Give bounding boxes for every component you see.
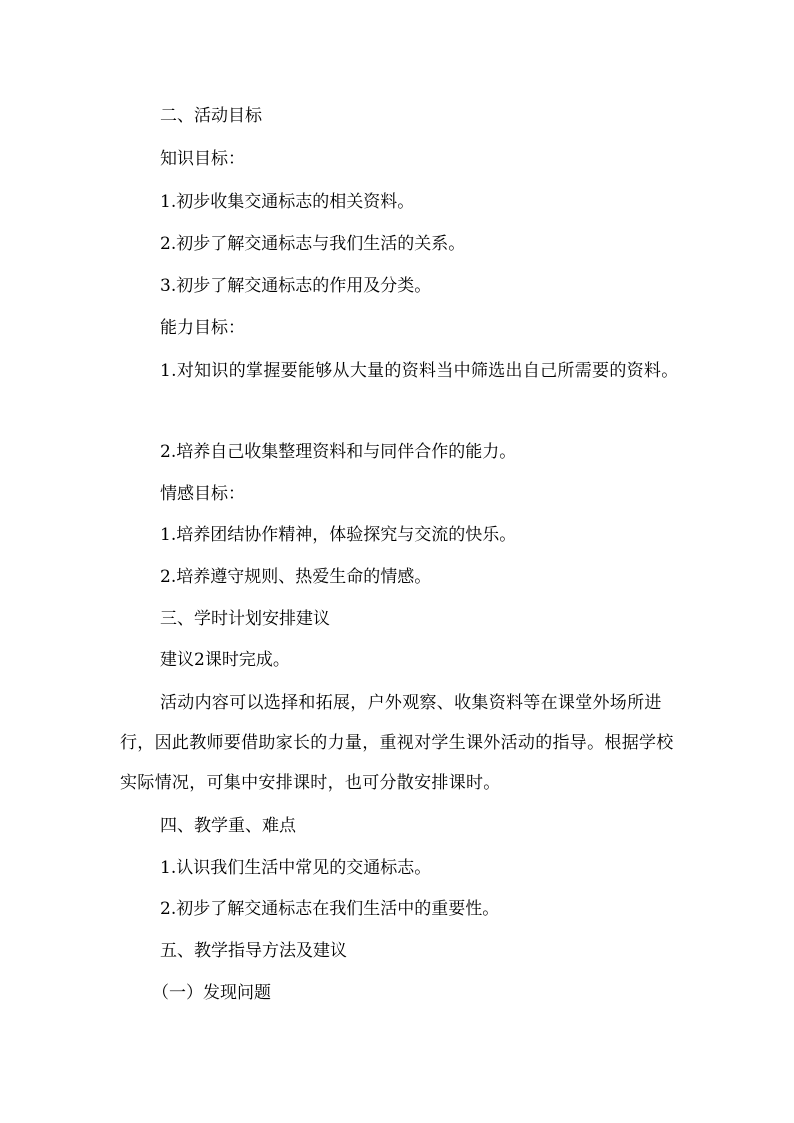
paragraph-suggestion: 建议2课时完成。 — [160, 650, 290, 670]
subheading-knowledge-goals: 知识目标： — [160, 149, 245, 169]
list-item: 1.培养团结协作精神，体验探究与交流的快乐。 — [160, 525, 517, 545]
list-item: 1.初步收集交通标志的相关资料。 — [160, 192, 415, 212]
list-item: 2.培养自己收集整理资料和与同伴合作的能力。 — [160, 442, 517, 462]
paragraph-activity-content: 活动内容可以选择和拓展，户外观察、收集资料等在课堂外场所进行，因此教师要借助家长的力量，重视对学生课外活动的指导。根据学校实际情况，可集中安排课时，也可分散安排课时。 — [120, 693, 674, 793]
paragraph-ability-item-1: 1.对知识的掌握要能够从大量的资料当中筛选出自己所需要的资料。 — [160, 361, 679, 381]
list-item: 1.认识我们生活中常见的交通标志。 — [160, 858, 432, 878]
section-heading-activity-goals: 二、活动目标 — [160, 106, 262, 126]
list-item: 3.初步了解交通标志的作用及分类。 — [160, 276, 432, 296]
subheading-ability-goals: 能力目标： — [160, 318, 245, 338]
section-heading-key-points: 四、教学重、难点 — [160, 816, 296, 836]
section-heading-teaching-methods: 五、教学指导方法及建议 — [160, 941, 347, 961]
list-item: 2.初步了解交通标志在我们生活中的重要性。 — [160, 899, 500, 919]
subheading-find-problems: （一）发现问题 — [152, 983, 271, 1003]
section-heading-schedule: 三、学时计划安排建议 — [160, 609, 330, 629]
list-item: 2.初步了解交通标志与我们生活的关系。 — [160, 234, 466, 254]
subheading-emotion-goals: 情感目标： — [160, 484, 245, 504]
list-item: 2.培养遵守规则、热爱生命的情感。 — [160, 567, 432, 587]
